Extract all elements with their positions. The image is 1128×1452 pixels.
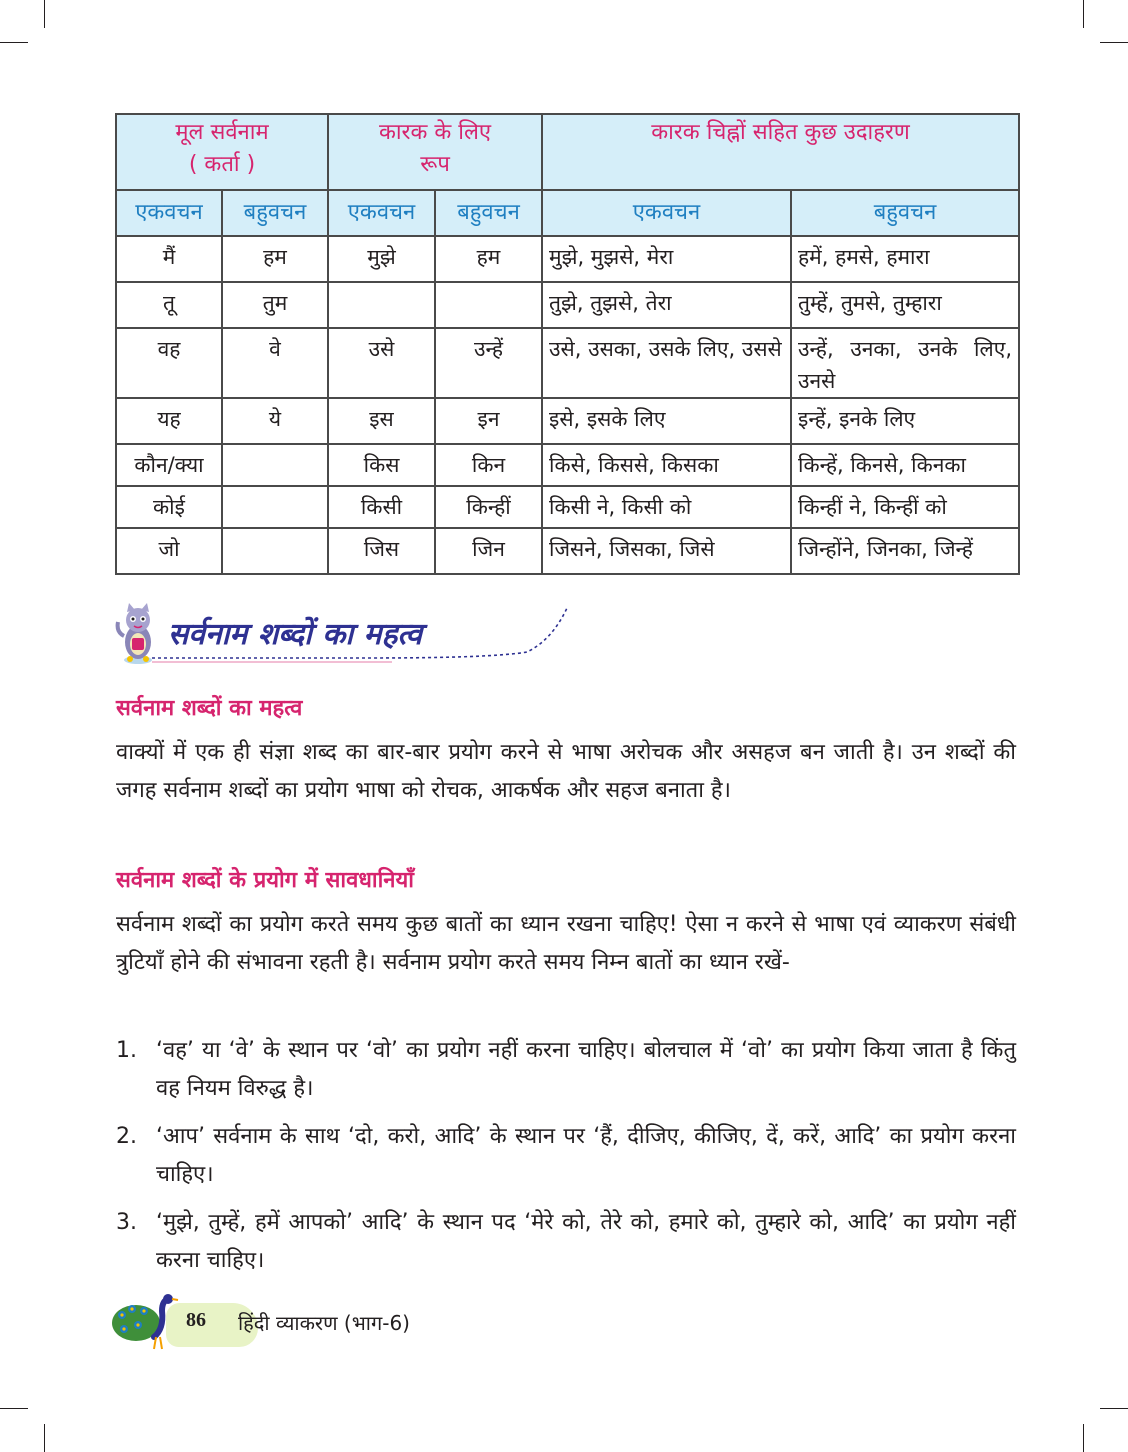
table-row	[116, 486, 1019, 528]
table-cell: उन्हें, उनका, उनके लिए, उनसे	[791, 328, 1019, 398]
table-cell: कोई	[116, 486, 222, 528]
subheader-cell: एकवचन	[328, 190, 435, 236]
table-cell	[328, 282, 435, 328]
header-original-pronoun: मूल सर्वनाम ( कर्ता )	[116, 114, 328, 190]
table-cell: जिसने, जिसका, जिसे	[542, 528, 791, 574]
table-cell: मुझे, मुझसे, मेरा	[542, 236, 791, 282]
list-item-text: ‘मुझे, तुम्हें, हमें आपको’ आदि’ के स्थान पद ‘मेरे को, तेरे को, हमारे को, तुम्हारे को, आदि’ का प्रयोग नहीं करना चाहिए।	[156, 1210, 1016, 1273]
table-cell: किन्हीं ने, किन्हीं को	[791, 486, 1019, 528]
table-row	[116, 282, 1019, 328]
subheader-cell: एकवचन	[542, 190, 791, 236]
crop-mark	[0, 42, 28, 43]
list-item-text: ‘वह’ या ‘वे’ के स्थान पर ‘वो’ का प्रयोग नहीं करना चाहिए। बोलचाल में ‘वो’ का प्रयोग किया जाता है किंतु वह नियम विरुद्ध है।	[156, 1038, 1016, 1101]
subheader-cell: बहुवचन	[435, 190, 542, 236]
header-examples: कारक चिह्नों सहित कुछ उदाहरण	[542, 114, 1019, 190]
table-cell: किसे, किससे, किसका	[542, 444, 791, 486]
table-cell: उसे	[328, 328, 435, 398]
table-cell: तुझे, तुझसे, तेरा	[542, 282, 791, 328]
crop-mark	[1100, 42, 1128, 43]
table-cell: हम	[435, 236, 542, 282]
table-cell: वे	[222, 328, 328, 398]
table-cell: उसे, उसका, उसके लिए, उससे	[542, 328, 791, 398]
table-cell: तुम	[222, 282, 328, 328]
table-cell: जो	[116, 528, 222, 574]
page-number: 86	[186, 1309, 206, 1331]
table-cell: उन्हें	[435, 328, 542, 398]
table-row	[116, 444, 1019, 486]
table-cell: हम	[222, 236, 328, 282]
table-row	[116, 398, 1019, 444]
peacock-icon	[110, 1289, 180, 1353]
table-cell: किसी ने, किसी को	[542, 486, 791, 528]
paragraph-importance: वाक्यों में एक ही संज्ञा शब्द का बार-बार प्रयोग करने से भाषा अरोचक और असहज बन जाती है। उन शब्दों की जगह सर्वनाम शब्दों का प्रयोग भाषा को रोचक, आकर्षक और सहज बनाता है।	[116, 740, 1016, 803]
list-item-number: 1.	[116, 1038, 137, 1063]
book-title: हिंदी व्याकरण (भाग-6)	[238, 1311, 410, 1335]
table-cell: तू	[116, 282, 222, 328]
table-cell: जिन्होंने, जिनका, जिन्हें	[791, 528, 1019, 574]
table-row	[116, 328, 1019, 398]
crop-mark	[1083, 1424, 1084, 1452]
table-cell: किसी	[328, 486, 435, 528]
table-cell: मुझे	[328, 236, 435, 282]
table-cell	[222, 528, 328, 574]
crop-mark	[1083, 0, 1084, 28]
subheader-cell: एकवचन	[116, 190, 222, 236]
table-header-row	[116, 114, 1019, 190]
paragraph-precautions: सर्वनाम शब्दों का प्रयोग करते समय कुछ बातों का ध्यान रखना चाहिए! ऐसा न करने से भाषा एवं व्याकरण संबंधी त्रुटियाँ होने की संभावना रहती है। सर्वनाम प्रयोग करते समय निम्न बातों का ध्यान रखें-	[116, 912, 1016, 975]
table-cell: हमें, हमसे, हमारा	[791, 236, 1019, 282]
table-cell	[222, 486, 328, 528]
table-cell: इन	[435, 398, 542, 444]
table-cell: इसे, इसके लिए	[542, 398, 791, 444]
pronoun-table	[115, 113, 1020, 575]
crop-mark	[44, 0, 45, 28]
table-cell: ये	[222, 398, 328, 444]
table-cell: किस	[328, 444, 435, 486]
header-case-forms: कारक के लिए रूप	[328, 114, 542, 190]
page-footer	[110, 1285, 510, 1355]
subheader-cell: बहुवचन	[791, 190, 1019, 236]
table-cell	[435, 282, 542, 328]
table-cell: इन्हें, इनके लिए	[791, 398, 1019, 444]
table-cell: यह	[116, 398, 222, 444]
table-cell: जिस	[328, 528, 435, 574]
banner-title: सर्वनाम शब्दों का महत्व	[168, 617, 423, 652]
table-cell: तुम्हें, तुमसे, तुम्हारा	[791, 282, 1019, 328]
table-cell: जिन	[435, 528, 542, 574]
table-cell: किन्हें, किनसे, किनका	[791, 444, 1019, 486]
table-row	[116, 528, 1019, 574]
list-item-number: 3.	[116, 1210, 137, 1235]
crop-mark	[0, 1408, 28, 1409]
list-item-text: ‘आप’ सर्वनाम के साथ ‘दो, करो, आदि’ के स्थान पर ‘हैं, दीजिए, कीजिए, दें, करें, आदि’ का प्रयोग करना चाहिए।	[156, 1124, 1016, 1187]
section-heading-precautions: सर्वनाम शब्दों के प्रयोग में सावधानियाँ	[116, 868, 414, 893]
table-cell: इस	[328, 398, 435, 444]
crop-mark	[1100, 1408, 1128, 1409]
list-item-number: 2.	[116, 1124, 137, 1149]
table-cell	[222, 444, 328, 486]
table-cell: किन्हीं	[435, 486, 542, 528]
cat-mascot-icon	[112, 602, 164, 666]
table-cell: मैं	[116, 236, 222, 282]
table-subheader-row	[116, 190, 1019, 236]
table-cell: किन	[435, 444, 542, 486]
table-cell: कौन/क्या	[116, 444, 222, 486]
table-cell: वह	[116, 328, 222, 398]
table-row	[116, 236, 1019, 282]
subheader-cell: बहुवचन	[222, 190, 328, 236]
section-heading-importance: सर्वनाम शब्दों का महत्व	[116, 696, 303, 721]
crop-mark	[44, 1424, 45, 1452]
